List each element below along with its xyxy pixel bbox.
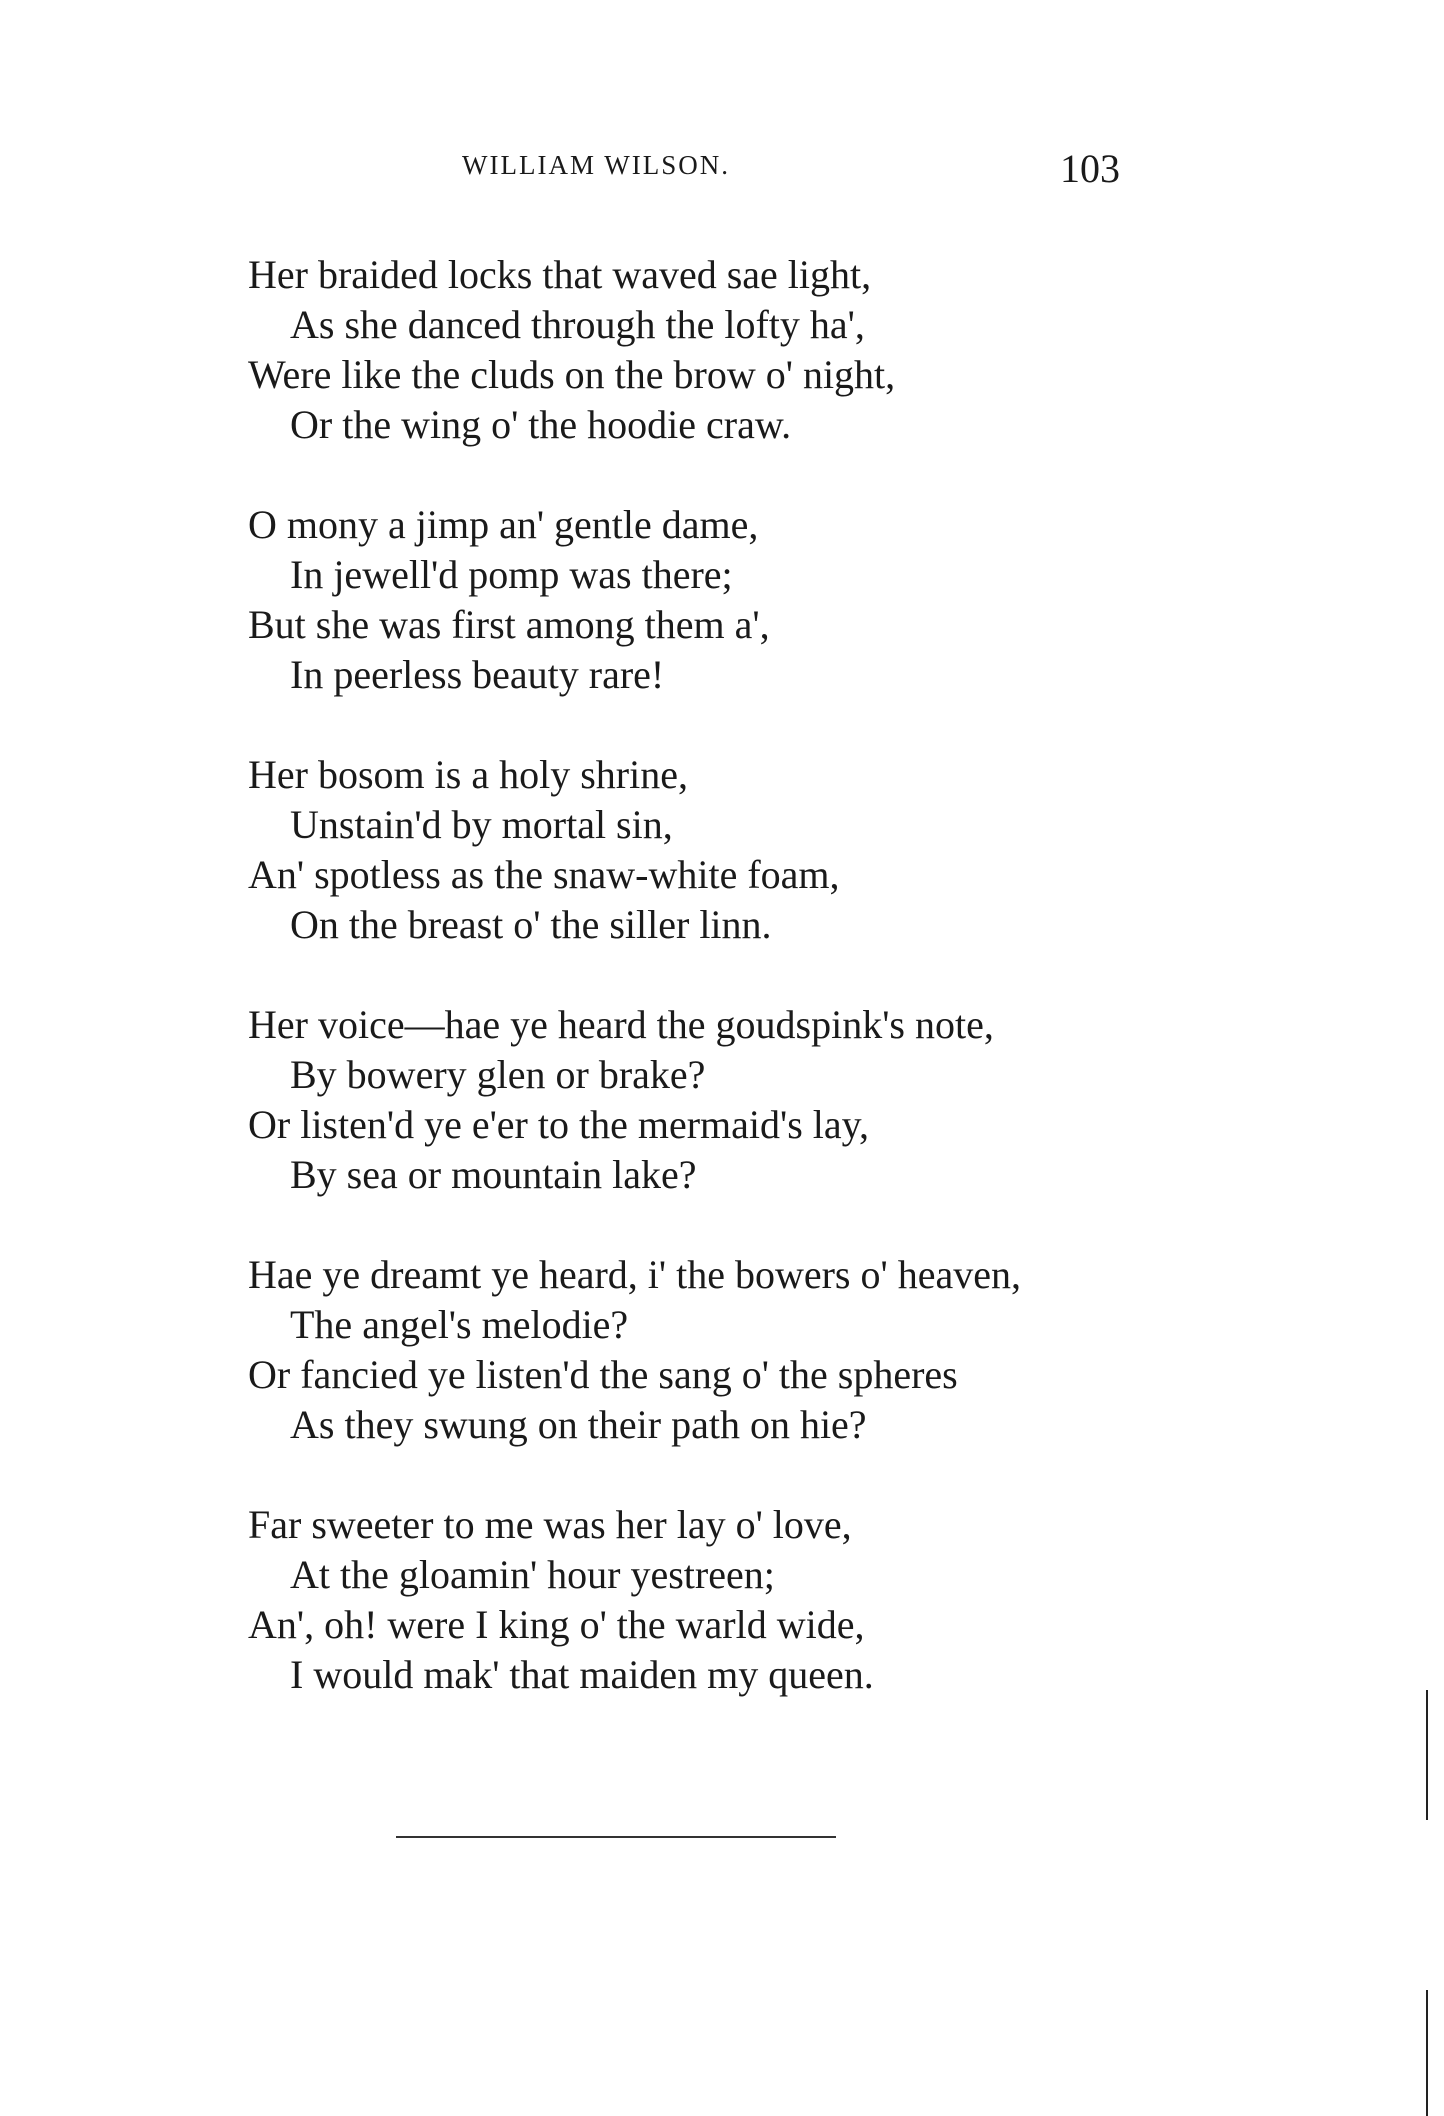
poem-line: Unstain'd by mortal sin,: [290, 802, 673, 847]
poem-line: At the gloamin' hour yestreen;: [290, 1552, 775, 1597]
poem-line: An', oh! were I king o' the warld wide,: [248, 1602, 865, 1647]
poem-line: Were like the cluds on the brow o' night,: [248, 352, 896, 397]
poem-line: O mony a jimp an' gentle dame,: [248, 502, 759, 547]
poem-line: Far sweeter to me was her lay o' love,: [248, 1502, 852, 1547]
poem-line: Or the wing o' the hoodie craw.: [290, 402, 792, 447]
poem-line: On the breast o' the siller linn.: [290, 902, 772, 947]
poem-line: I would mak' that maiden my queen.: [290, 1652, 874, 1697]
page-edge-mark: [1426, 1990, 1428, 2116]
poem-line: Or listen'd ye e'er to the mermaid's lay,: [248, 1102, 870, 1147]
page-edge-mark: [1426, 1690, 1428, 1820]
poem-line: Her braided locks that waved sae light,: [248, 252, 872, 297]
poem-line: The angel's melodie?: [290, 1302, 629, 1347]
stanza-4: [248, 1000, 1348, 1200]
poem-line: In jewell'd pomp was there;: [290, 552, 733, 597]
stanza-6: [248, 1500, 1348, 1700]
stanza-5: [248, 1250, 1348, 1450]
stanza-2: [248, 500, 1348, 700]
poem-line: Her voice—hae ye heard the goudspink's note,: [248, 1002, 994, 1047]
poem: [248, 250, 1348, 1750]
poem-line: Hae ye dreamt ye heard, i' the bowers o' heaven,: [248, 1252, 1021, 1297]
poem-line: As she danced through the lofty ha',: [290, 302, 865, 347]
poem-line: An' spotless as the snaw-white foam,: [248, 852, 840, 897]
poem-line: By sea or mountain lake?: [290, 1152, 697, 1197]
stanza-1: [248, 250, 1348, 450]
running-head: WILLIAM WILSON.: [462, 150, 730, 180]
poem-line: By bowery glen or brake?: [290, 1052, 706, 1097]
end-rule: [396, 1836, 836, 1838]
poem-line: Her bosom is a holy shrine,: [248, 752, 688, 797]
page-number: 103: [1060, 146, 1120, 191]
poem-line: As they swung on their path on hie?: [290, 1402, 867, 1447]
stanza-3: [248, 750, 1348, 950]
poem-line: But she was first among them a',: [248, 602, 770, 647]
poem-line: Or fancied ye listen'd the sang o' the spheres: [248, 1352, 958, 1397]
poem-line: In peerless beauty rare!: [290, 652, 665, 697]
